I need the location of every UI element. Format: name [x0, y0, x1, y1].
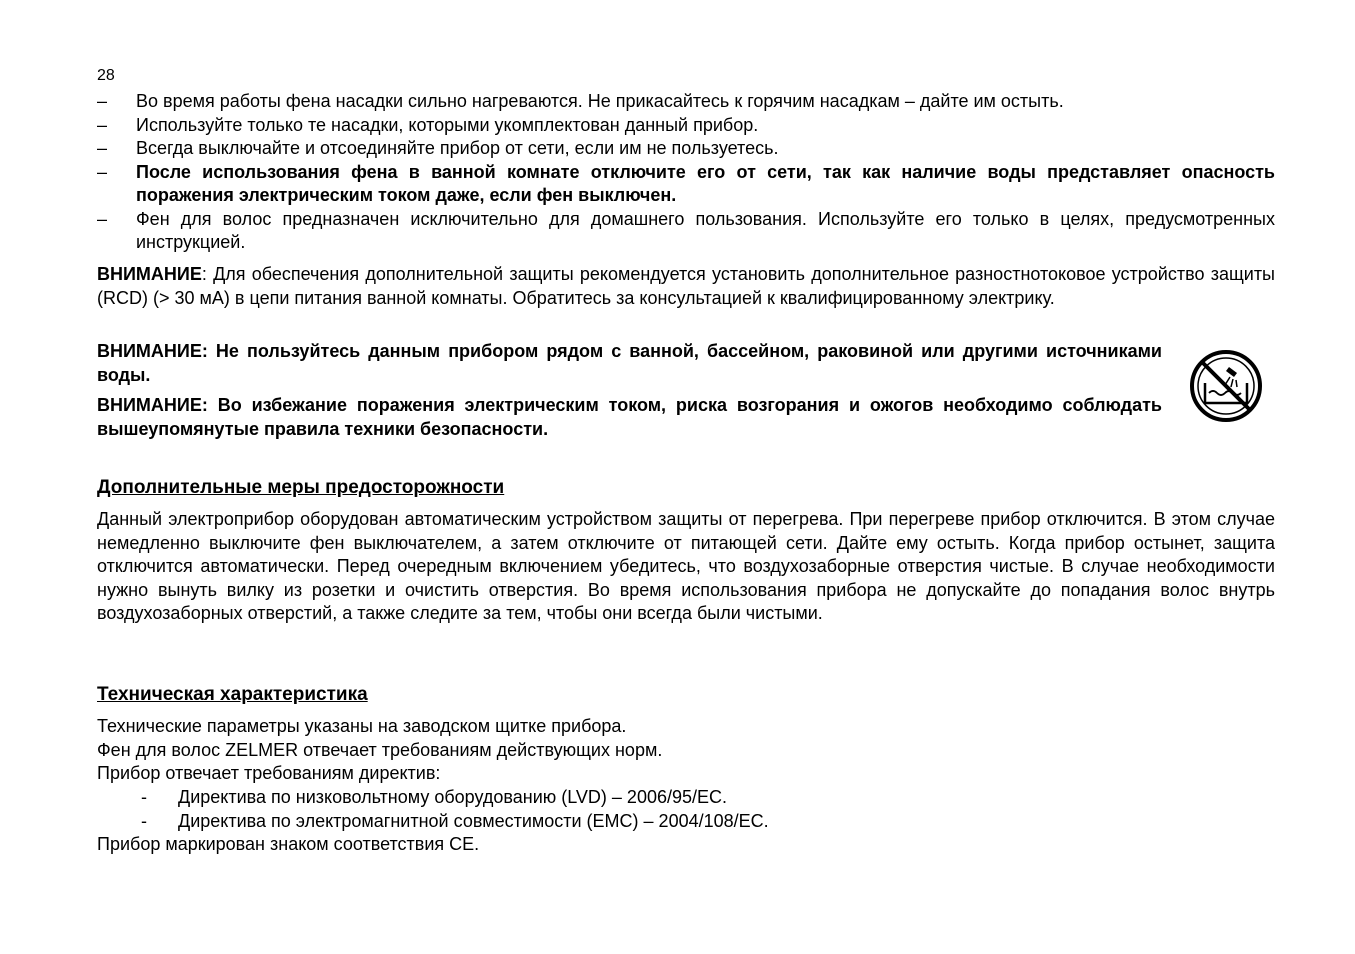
dash: - — [141, 810, 147, 831]
directive-list — [97, 786, 1275, 833]
dash: – — [97, 91, 108, 111]
list-item — [97, 786, 1275, 810]
list-item — [97, 90, 1275, 114]
spec-line: Прибор отвечает требованиям директив: — [97, 763, 441, 783]
list-item-text: Используйте только те насадки, которыми укомплектован данный прибор. — [136, 114, 759, 135]
list-item — [97, 114, 1275, 138]
list-item-text: Фен для волос предназначен исключительно для домашнего пользования. Используйте его только в целях, предусмотренных инструкцией. — [136, 208, 1275, 252]
list-item-text: Всегда выключайте и отсоединяйте прибор от сети, если им не пользуетесь. — [136, 138, 779, 158]
section-heading-precautions: Дополнительные меры предосторожности — [97, 477, 505, 498]
precautions-paragraph: Данный электроприбор оборудован автоматическим устройством защиты от перегрева. При перегреве прибор отключится. В этом случае немедленно выключите фен выключателем, а затем отключите от питающей сети. Дайте ему остыть. Когда прибор остынет, защита отключится автоматически. Перед очередным включением убедитесь, что воздухозаборные отверстия чистые. В случае необходимости нужно вынуть вилку из розетки и очистить отверстия. Во время использования прибора не допускайте до попадания волос внутрь воздухозаборных отверстий, а также следите за тем, чтобы они всегда были чистыми. — [97, 509, 1275, 623]
attention-water-paragraph: ВНИМАНИЕ: Не пользуйтесь данным прибором рядом с ванной, бассейном, раковиной или другими источниками воды. — [97, 341, 1162, 385]
list-item — [97, 137, 1275, 161]
dash: – — [97, 138, 108, 158]
dash: – — [97, 114, 108, 135]
list-item-bold — [97, 161, 1275, 208]
list-item — [97, 208, 1275, 255]
safety-bullet-list — [97, 90, 1275, 255]
attention-text: : Для обеспечения дополнительной защиты рекомендуется установить дополнительное разностнотоковое устройство защиты (RCD) (> 30 мА) в цепи питания ванной комнаты. Обратитесь за консультацией к квалифицированному электрику. — [97, 264, 1275, 308]
no-water-warning-icon — [1189, 349, 1263, 423]
list-item-text: Директива по электромагнитной совместимости (EMC) – 2004/108/EC. — [178, 810, 769, 831]
attention-safety-paragraph: ВНИМАНИЕ: Во избежание поражения электрическим током, риска возгорания и ожогов необходимо соблюдать вышеупомянутые правила техники безопасности. — [97, 395, 1162, 439]
attention-label: ВНИМАНИЕ — [97, 264, 202, 284]
dash: - — [141, 787, 147, 807]
section-heading-specifications: Техническая характеристика — [97, 684, 368, 705]
ce-marking-line: Прибор маркирован знаком соответствия CE. — [97, 834, 480, 854]
attention-rcd-paragraph — [97, 263, 1275, 310]
dash: – — [97, 208, 108, 229]
page-number: 28 — [97, 67, 115, 84]
list-item — [97, 810, 1275, 834]
list-item-text: Директива по низковольтному оборудованию (LVD) – 2006/95/EC. — [178, 787, 728, 807]
list-item-text: Во время работы фена насадки сильно нагреваются. Не прикасайтесь к горячим насадкам – дайте им остыть. — [136, 91, 1064, 111]
spec-line: Технические параметры указаны на заводском щитке прибора. — [97, 716, 627, 736]
dash: – — [97, 161, 108, 182]
spec-line: Фен для волос ZELMER отвечает требованиям действующих норм. — [97, 740, 663, 760]
list-item-text: После использования фена в ванной комнате отключите его от сети, так как наличие воды представляет опасность поражения электрическим током даже, если фен выключен. — [136, 161, 1275, 205]
